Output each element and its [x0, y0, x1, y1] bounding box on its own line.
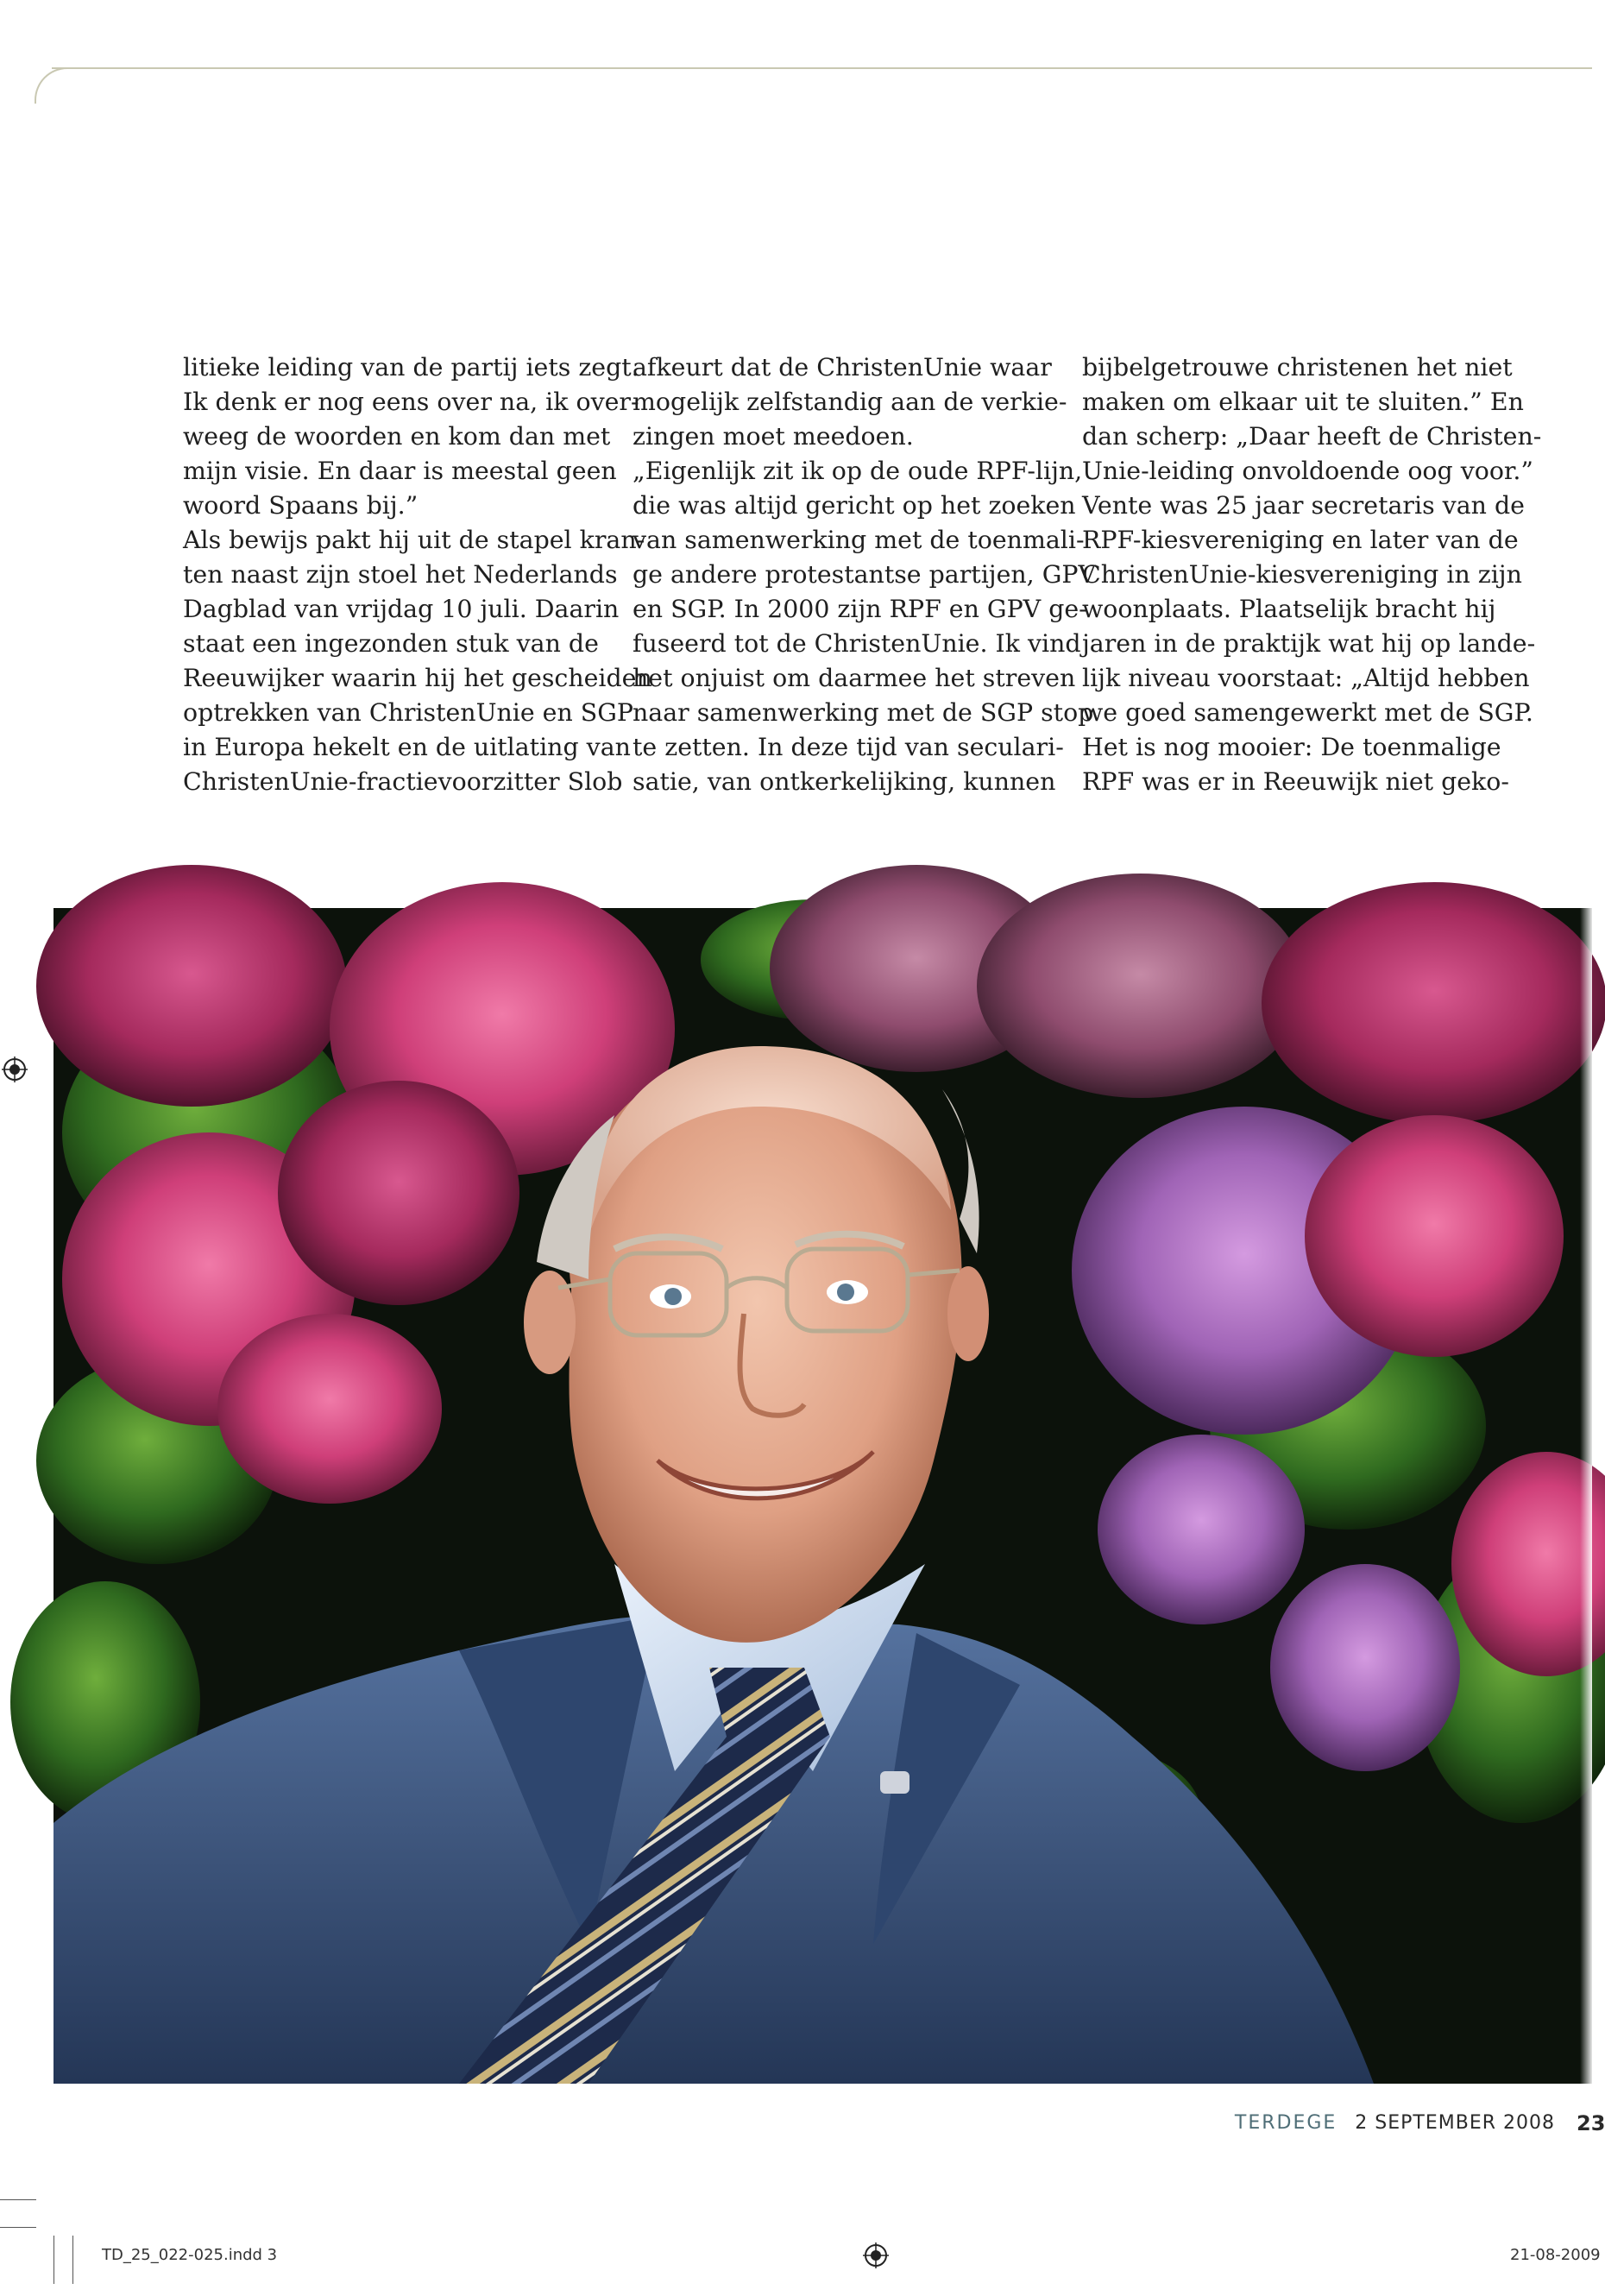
article-line: lijk niveau voorstaat: „Altijd hebben — [1082, 664, 1530, 692]
photo-edge — [1580, 908, 1592, 2084]
article-line: Unie-leiding onvoldoende oog voor.” — [1082, 457, 1533, 485]
article-line: satie, van ontkerkelijking, kunnen — [633, 767, 1056, 796]
article-line: „Eigenlijk zit ik op de oude RPF-lijn, — [633, 457, 1083, 485]
article-column-2 — [633, 350, 1097, 799]
article-line: fuseerd tot de ChristenUnie. Ik vind — [633, 629, 1081, 658]
article-line: te zetten. In deze tijd van seculari- — [633, 733, 1064, 761]
crop-mark — [72, 2236, 73, 2284]
registration-mark-icon — [2, 1057, 28, 1082]
article-line: staat een ingezonden stuk van de — [183, 629, 599, 658]
article-line: die was altijd gericht op het zoeken — [633, 491, 1076, 520]
article-line: dan scherp: „Daar heeft de Christen- — [1082, 422, 1542, 451]
article-line: het onjuist om daarmee het streven — [633, 664, 1076, 692]
article-line: weeg de woorden en kom dan met — [183, 422, 611, 451]
article-line: RPF was er in Reeuwijk niet geko- — [1082, 767, 1509, 796]
article-line: litieke leiding van de partij iets zegt. — [183, 353, 639, 382]
article-line: Dagblad van vrijdag 10 juli. Daarin — [183, 595, 620, 623]
article-line: Vente was 25 jaar secretaris van de — [1082, 491, 1525, 520]
article-line: optrekken van ChristenUnie en SGP — [183, 698, 634, 727]
article-line: jaren in de praktijk wat hij op lande- — [1082, 629, 1536, 658]
article-line: Het is nog mooier: De toenmalige — [1082, 733, 1501, 761]
article-line: van samenwerking met de toenmali- — [633, 526, 1085, 554]
header-rule — [52, 67, 1592, 69]
page-number: 23 — [1577, 2111, 1605, 2135]
page-footer — [1234, 2106, 1605, 2141]
article-line: woonplaats. Plaatselijk bracht hij — [1082, 595, 1496, 623]
article-line: ge andere protestantse partijen, GPV — [633, 560, 1097, 589]
article-line: mijn visie. En daar is meestal geen — [183, 457, 617, 485]
article-line: maken om elkaar uit te sluiten.” En — [1082, 388, 1524, 416]
portrait-photo — [54, 908, 1592, 2084]
header-rule-corner — [35, 67, 71, 104]
article-line: zingen moet meedoen. — [633, 422, 914, 451]
crop-mark — [0, 2227, 36, 2228]
crop-mark — [0, 2199, 36, 2200]
article-line: Ik denk er nog eens over na, ik over- — [183, 388, 639, 416]
article-line: RPF-kiesvereniging en later van de — [1082, 526, 1519, 554]
article-line: Reeuwijker waarin hij het gescheiden — [183, 664, 652, 692]
article-column-1 — [183, 350, 652, 799]
article-line: woord Spaans bij.” — [183, 491, 419, 520]
magazine-name: TERDEGE — [1234, 2112, 1338, 2134]
article-column-3 — [1082, 350, 1542, 799]
slug-date: 21-08-2009 — [1510, 2246, 1601, 2264]
article-line: mogelijk zelfstandig aan de verkie- — [633, 388, 1067, 416]
article-line: ten naast zijn stoel het Nederlands — [183, 560, 618, 589]
article-line: in Europa hekelt en de uitlating van — [183, 733, 631, 761]
article-line: ChristenUnie-fractievoorzitter Slob — [183, 767, 623, 796]
article-line: afkeurt dat de ChristenUnie waar — [633, 353, 1052, 382]
article-line: naar samenwerking met de SGP stop — [633, 698, 1094, 727]
article-line: we goed samengewerkt met de SGP. — [1082, 698, 1533, 727]
article-line: Als bewijs pakt hij uit de stapel kran- — [183, 526, 645, 554]
registration-mark-icon — [863, 2242, 889, 2268]
article-line: en SGP. In 2000 zijn RPF en GPV ge- — [633, 595, 1087, 623]
article-line: ChristenUnie-kiesvereniging in zijn — [1082, 560, 1522, 589]
article-line: bijbelgetrouwe christenen het niet — [1082, 353, 1513, 382]
issue-date: 2 SEPTEMBER 2008 — [1355, 2112, 1555, 2134]
slug-filename: TD_25_022-025.indd 3 — [102, 2246, 278, 2264]
